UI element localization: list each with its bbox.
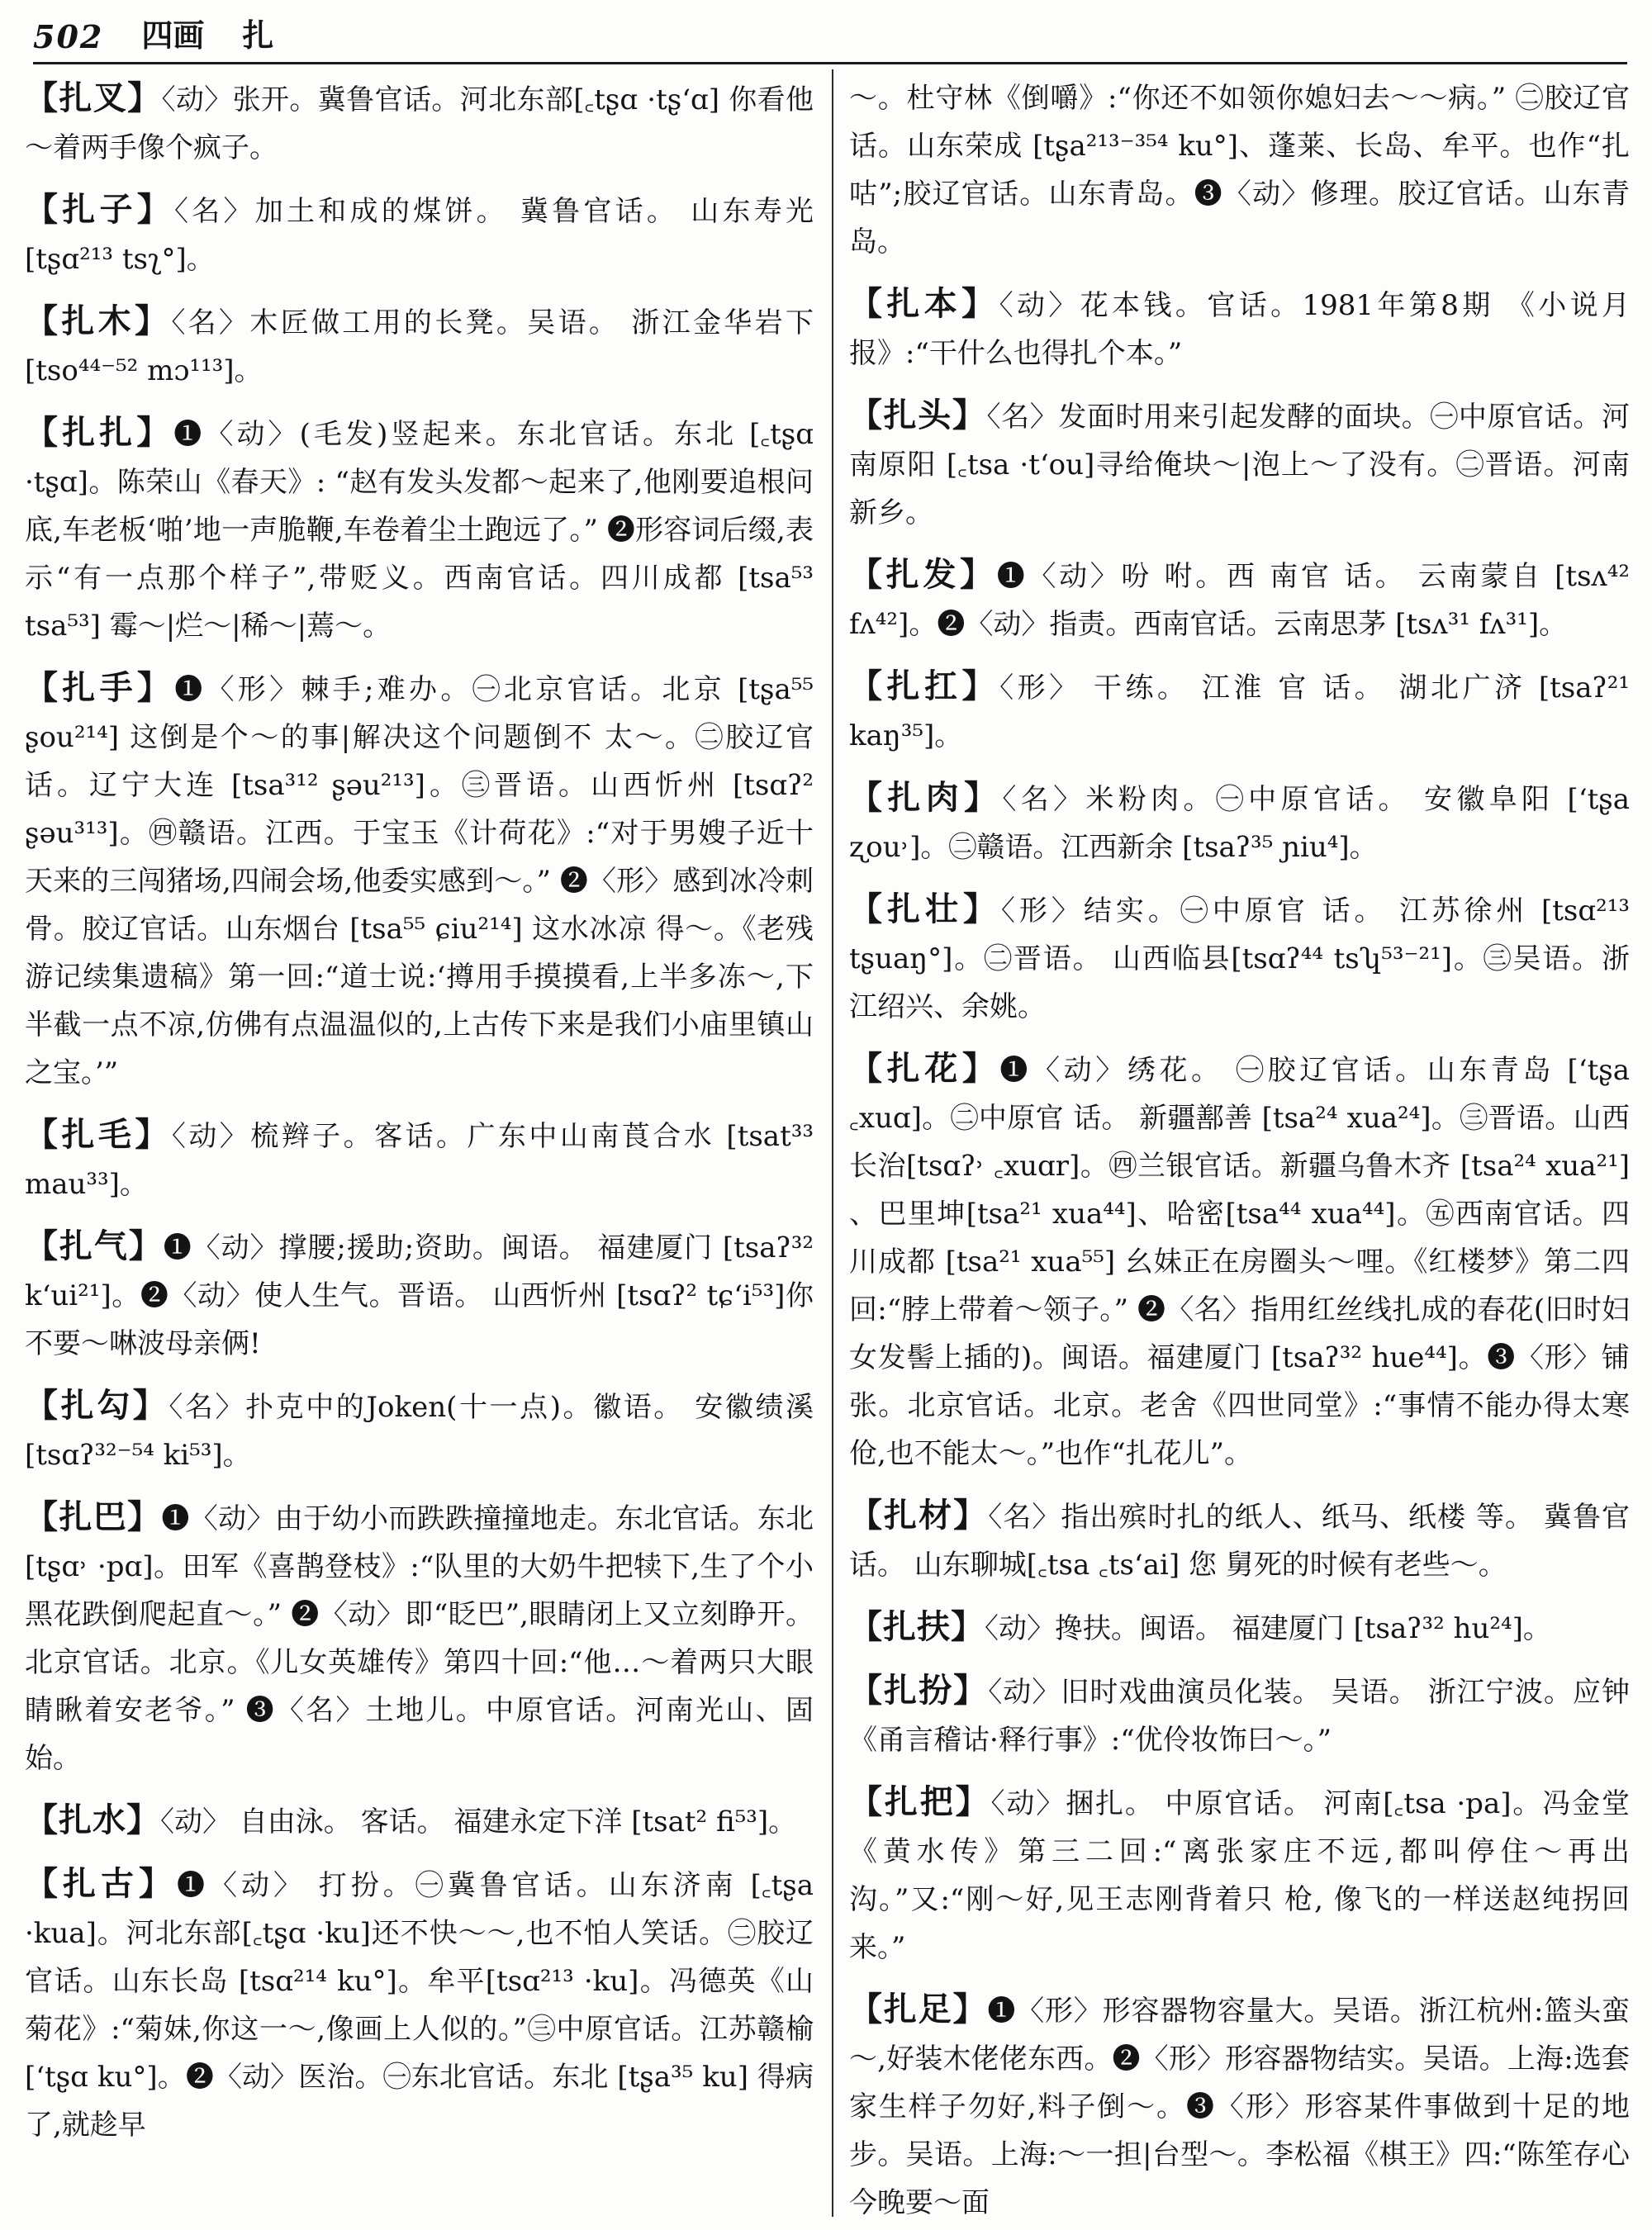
definition: 〈动〉 自由泳。 客话。 福建永定下洋 [tsat² fi⁵³]。: [160, 1805, 797, 1839]
definition: 〈动〉搀扶。闽语。 福建厦门 [tsaʔ³² hu²⁴]。: [985, 1612, 1551, 1645]
left-column: [25, 74, 814, 2222]
headword: 【扎壮】: [849, 890, 1001, 928]
definition: ❶〈动〉 打扮。㊀冀鲁官话。山东济南 [꜀tʂa ·kua]。河北东部[꜀tʂɑ ·ku]还不快～～,也不怕人笑话。㊁胶辽官话。山东长岛 [tsɑ²¹⁴ ku°]。牟平[tsɑ²¹³ ·ku]。冯德英《山菊花》:“菊妹,你这一～,像画上人似的。”㊂中原官话。江苏赣榆[‘tʂɑ ku°]。❷〈动〉医治。㊀东北官话。东北 [tʂa³⁵ ku] 得病了,就趁早: [25, 1869, 814, 2142]
entry: [849, 1667, 1630, 1764]
header-char: 扎: [242, 17, 274, 54]
definition: 〈名〉指出殡时扎的纸人、纸马、纸楼 等。 冀鲁官话。 山东聊城[꜀tsa ꜀ts‘ai] 您 舅死的时候有老些～。: [849, 1501, 1630, 1582]
entry: [25, 409, 814, 650]
headword: 【扎足】: [849, 1990, 988, 2028]
headword: 【扎头】: [849, 396, 987, 434]
entry: [849, 551, 1630, 648]
entry: [849, 1045, 1630, 1478]
headword: 【扎扛】: [849, 667, 1000, 705]
definition: 〈动〉花本钱。官话。1981年第8期 《小说月报》:“干什么也得扎个本。”: [849, 289, 1630, 370]
definition: 〈名〉米粉肉。㊀中原官话。 安徽阜阳 [‘tʂa ʐou˒]。㊁赣语。江西新余 [tsaʔ³⁵ ɲiu⁴]。: [849, 783, 1630, 864]
definition: ❶〈动〉绣花。 ㊀胶辽官话。山东青岛 [‘tʂa ꜀xuɑ]。㊁中原官 话。 新疆鄯善 [tsa²⁴ xua²⁴]。㊂晋语。山西长治[tsɑʔ˒ ꜀xuɑr]。㊃兰银官话。新疆乌鲁木齐 [tsa²⁴ xua²¹] 、巴里坤[tsa²¹ xua⁴⁴]、哈密[tsa⁴⁴ xua⁴⁴]。㊄西南官话。四川成都 [tsa²¹ xua⁵⁵] 幺妹正在房圈头～哩。《红楼梦》第二四回:“脖上带着～领子。” ❷〈名〉指用红丝线扎成的春花(旧时妇女发髻上插的)。闽语。福建厦门 [tsaʔ³² hue⁴⁴]。❸〈形〉铺张。北京官话。北京。老舍《四世同堂》:“事情不能办得太寒伧,也不能太～。”也作“扎花儿”。: [849, 1054, 1630, 1470]
entry: [25, 74, 814, 172]
definition: ❶〈形〉棘手;难办。㊀北京官话。北京 [tʂa⁵⁵ ʂou²¹⁴] 这倒是个～的事|解决这个问题倒不 太～。㊁胶辽官话。辽宁大连 [tsa³¹² ʂəu²¹³]。㊂晋语。山西忻州 [tsɑʔ² ʂəu³¹³]。㊃赣语。江西。于宝玉《计荷花》:“对于男嫂子近十天来的三闯猪场,四闹会场,他委实感到～。” ❷〈形〉感到冰冷刺骨。胶辽官话。山东烟台 [tsa⁵⁵ ɕiu²¹⁴] 这水冰凉 得～。《老残游记续集遗稿》第一回:“道士说:‘撙用手摸摸看,上半多冻～,下半截一点不凉,仿佛有点温温似的,上古传下来是我们小庙里镇山之宝。’”: [25, 673, 814, 1089]
headword: 【扎花】: [849, 1049, 1000, 1088]
entry: [25, 664, 814, 1097]
headword: 【扎巴】: [25, 1497, 162, 1536]
entry: [849, 662, 1630, 760]
page-number: 502: [33, 18, 104, 55]
entry: [25, 1493, 814, 1782]
entry: [849, 885, 1630, 1031]
headword: 【扎水】: [25, 1801, 160, 1839]
headword: 【扎手】: [25, 668, 175, 707]
entry: [849, 391, 1630, 537]
continued-entry: [849, 74, 1630, 266]
entry: [25, 297, 814, 395]
entry: [25, 1796, 814, 1846]
entry: [849, 1492, 1630, 1589]
entry: [849, 1778, 1630, 1971]
headword: 【扎气】: [25, 1226, 164, 1265]
definition: ～。杜守林《倒嚼》:“你还不如领你媳妇去～～病。” ㊁胶辽官话。山东荣成 [tʂa²¹³⁻³⁵⁴ ku°]、蓬莱、长岛、牟平。也作“扎咕”;胶辽官话。山东青岛。❸〈动〉修理。胶辽官话。山东青岛。: [849, 82, 1630, 259]
headword: 【扎勾】: [25, 1386, 169, 1425]
headword: 【扎毛】: [25, 1115, 172, 1154]
definition: 〈动〉梳辫子。客话。广东中山南莨合水 [tsat³³ mau³³]。: [25, 1120, 814, 1201]
entry: [849, 1986, 1630, 2222]
entry: [849, 1603, 1630, 1653]
entry: [25, 1860, 814, 2149]
definition: 〈动〉捆扎。 中原官话。 河南[꜀tsa ·pa]。冯金堂《黄水传》第三二回:“离张家庄不远,都叫停住～再出沟。”又:“刚～好,见王志刚背着只 枪, 像飞的一样送赵纯拐回来。”: [849, 1787, 1630, 1964]
entry: [25, 1382, 814, 1479]
definition: ❶〈动〉撑腰;援助;资助。闽语。 福建厦门 [tsaʔ³² k‘ui²¹]。❷〈动〉使人生气。晋语。 山西忻州 [tsɑʔ² tɕ‘i⁵³]你不要～啉波母亲俩!: [25, 1231, 814, 1360]
definition: 〈名〉木匠做工用的长凳。吴语。 浙江金华岩下 [tso⁴⁴⁻⁵² mɔ¹¹³]。: [25, 306, 814, 387]
entry: [25, 1111, 814, 1208]
headword: 【扎材】: [849, 1496, 989, 1535]
definition: ❶〈动〉(毛发)竖起来。东北官话。东北 [꜀tʂɑ ·tʂɑ]。陈荣山《春天》: “赵有发头发都～起来了,他刚要追根问底,车老板‘啪’地一声脆鞭,车卷着尘土跑远了。” ❷形容词后缀,表示“有一点那个样子”,带贬义。西南官话。四川成都 [tsa⁵³ tsa⁵³] 霉～|烂～|稀～|蔫～。: [25, 418, 814, 643]
right-column: [849, 74, 1630, 2222]
definition: 〈名〉扑克中的Joken(十一点)。徽语。 安徽绩溪 [tsɑʔ³²⁻⁵⁴ ki⁵³]。: [25, 1391, 814, 1472]
definition: 〈形〉 干练。 江淮 官 话。 湖北广济 [tsaʔ²¹ kaŋ³⁵]。: [849, 671, 1630, 752]
definition: ❶〈动〉由于幼小而跌跌撞撞地走。东北官话。东北[tʂɑ˒ ·pɑ]。田军《喜鹊登枝》:“队里的大奶牛把犊下,生了个小黑花跌倒爬起直～。” ❷〈动〉即“眨巴”,眼睛闭上又立刻睁开。北京官话。北京。《儿女英雄传》第四十回:“他…～着两只大眼睛瞅着安老爷。” ❸〈名〉土地儿。中原官话。河南光山、固始。: [25, 1502, 814, 1775]
headword: 【扎肉】: [849, 778, 1003, 817]
headword: 【扎扎】: [25, 413, 174, 452]
entry: [25, 1222, 814, 1368]
definition: 〈名〉发面时用来引起发酵的面块。㊀中原官话。河南原阳 [꜀tsa ·t‘ou]寻给俺块～|泡上～了没有。㊁晋语。河南新乡。: [849, 401, 1630, 529]
headword: 【扎发】: [849, 555, 997, 594]
entry: [849, 280, 1630, 377]
section-label: 四画: [141, 17, 205, 54]
headword: 【扎扶】: [849, 1607, 985, 1646]
definition: ❶〈形〉形容器物容量大。吴语。浙江杭州:篮头蛮～,好装木佬佬东西。❷〈形〉形容器物结实。吴语。上海:选套家生样子勿好,料子倒～。❸〈形〉形容某件事做到十足的地步。吴语。上海:～一担|台型～。李松福《棋王》四:“陈笙存心今晚要～面: [849, 1995, 1630, 2219]
headword: 【扎子】: [25, 190, 175, 229]
column-divider: [832, 69, 833, 2217]
definition: 〈动〉张开。冀鲁官话。河北东部[꜀tʂɑ ·tʂ‘ɑ] 你看他～着两手像个疯子。: [25, 83, 814, 164]
definition: 〈形〉结实。㊀中原官 话。 江苏徐州 [tsɑ²¹³ tʂuaŋ°]。㊁晋语。 山西临县[tsɑʔ⁴⁴ tsʮ⁵³⁻²¹]。㊂吴语。浙江绍兴、余姚。: [849, 894, 1630, 1023]
page-header: [33, 18, 1627, 64]
definition: 〈动〉旧时戏曲演员化装。 吴语。 浙江宁波。应钟《甬言稽诂·释行事》:“优伶妆饰曰～。”: [849, 1676, 1630, 1757]
headword: 【扎把】: [849, 1782, 991, 1821]
headword: 【扎扮】: [849, 1671, 989, 1710]
definition: 〈名〉加土和成的煤饼。 冀鲁官话。 山东寿光 [tʂɑ²¹³ tsʅ°]。: [25, 195, 814, 276]
headword: 【扎古】: [25, 1864, 177, 1903]
entry: [25, 186, 814, 283]
headword: 【扎本】: [849, 284, 999, 323]
entry: [849, 774, 1630, 871]
headword: 【扎木】: [25, 301, 172, 340]
headword: 【扎叉】: [25, 78, 162, 117]
definition: ❶〈动〉吩 咐。西 南官 话。 云南蒙自 [tsʌ⁴² fʌ⁴²]。❷〈动〉指责。西南官话。云南思茅 [tsʌ³¹ fʌ³¹]。: [849, 560, 1630, 641]
